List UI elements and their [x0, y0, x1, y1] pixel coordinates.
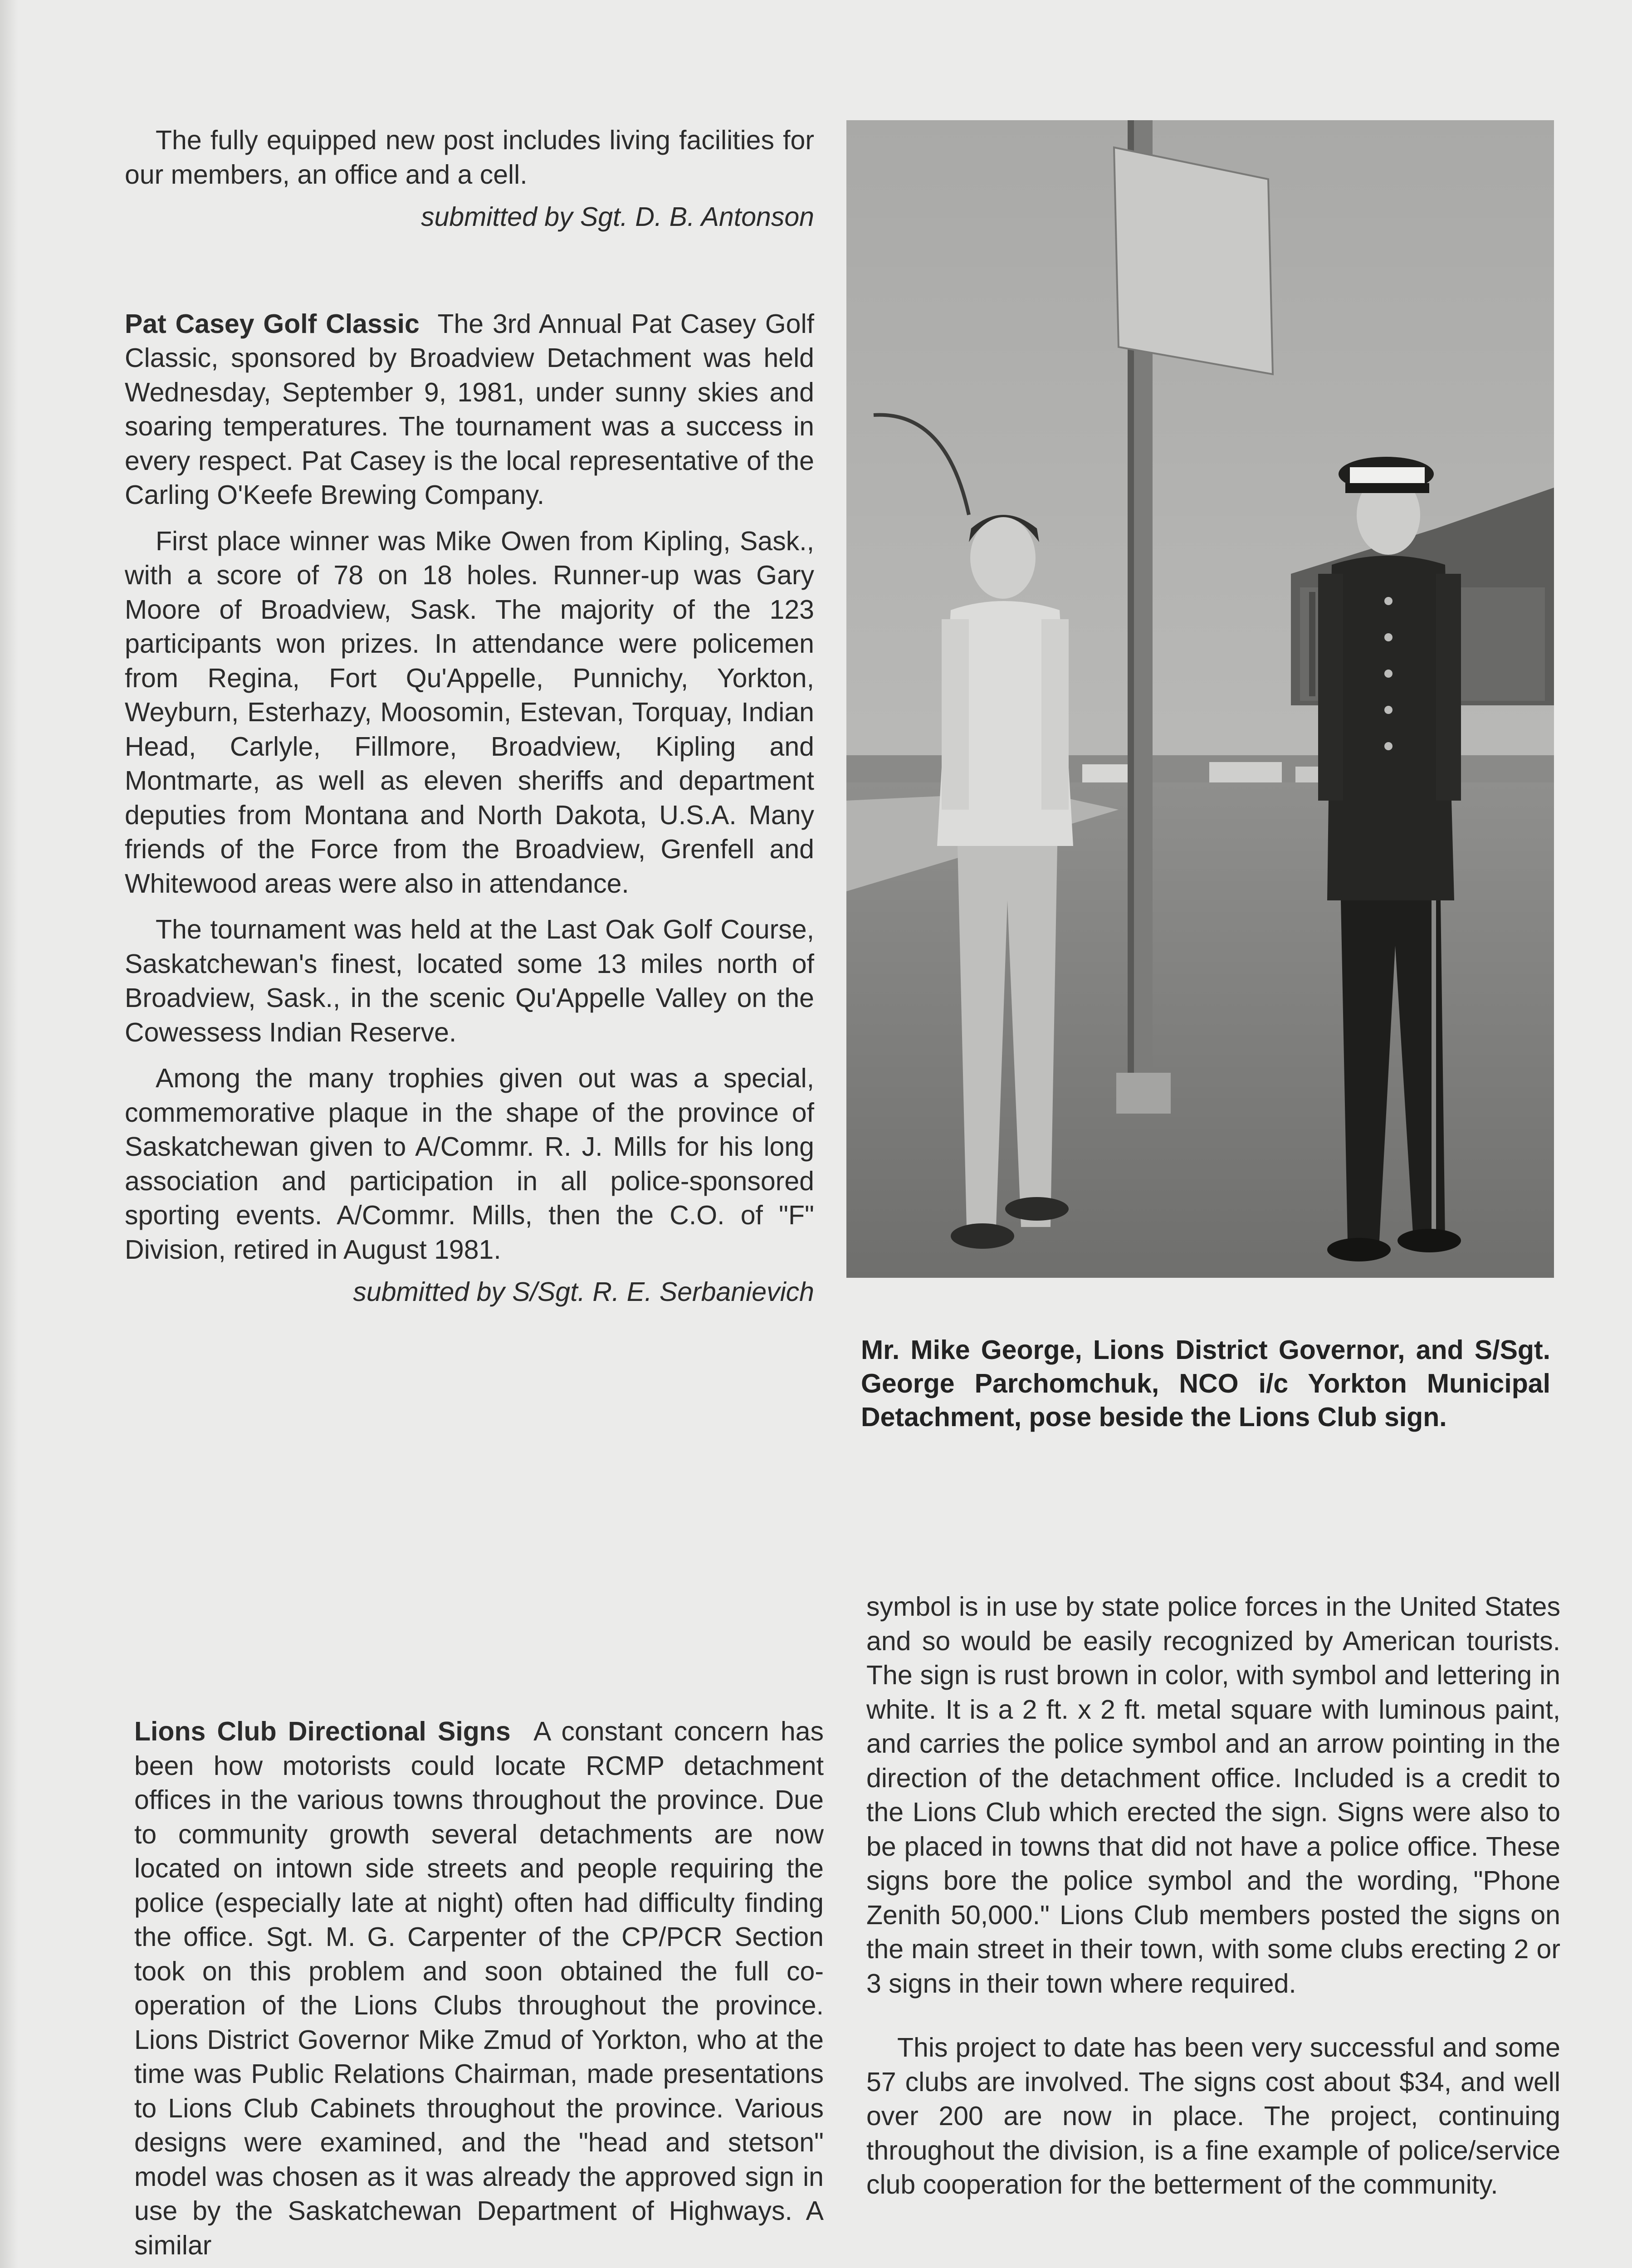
lions-paragraph-2: This project to date has been very successful and some 57 clubs are involved. The signs cost about $34, and well over 200 are now in place. The project, continuing throughout the division, is a fine example of police/service club cooperation for the betterment of the community.	[866, 2033, 1560, 2200]
lions-paragraph-1	[134, 1715, 824, 2263]
intro-paragraph: The fully equipped new post includes living facilities for our members, an office and a cell.	[125, 125, 814, 190]
left-column-top	[125, 123, 814, 1310]
photo-caption: Mr. Mike George, Lions District Governor, and S/Sgt. George Parchomchuk, NCO i/c Yorkton Municipal Detachment, pose beside the Lions Club sign.	[861, 1335, 1550, 1432]
lions-paragraph-1-text: A constant concern has been how motorists could locate RCMP detachment offices in the various towns throughout the province. Due to community growth several detachments are now located on intown side streets and people requiring the police (especially late at night) often had difficulty finding the office. Sgt. M. G. Carpenter of the CP/PCR Section took on this problem and soon obtained the full co-operation of the Lions Clubs throughout the province. Lions District Governor Mike Zmud of Yorkton, who at the time was Public Relations Chairman, made presentations to Lions Club Cabinets throughout the province. Various designs were examined, and the "head and stetson" model was chosen as it was already the approved sign in use by the Saskatchewan Department of Highways. A similar	[134, 1716, 824, 2260]
lions-sign-photo	[846, 120, 1554, 1278]
page-edge-shadow	[0, 0, 18, 2268]
right-column	[866, 1590, 1560, 2202]
lions-heading: Lions Club Directional Signs	[134, 1716, 511, 1746]
signoff-antonson: submitted by Sgt. D. B. Antonson	[421, 202, 814, 232]
left-column-bottom	[134, 1715, 824, 2263]
golf-paragraph-3: The tournament was held at the Last Oak Golf Course, Saskatchewan's finest, located some 13 miles north of Broadview, Sask., in the scenic Qu'Appelle Valley on the Cowessess Indian Reserve.	[125, 914, 814, 1047]
golf-paragraph-1-text: The 3rd Annual Pat Casey Golf Classic, sponsored by Broadview Detachment was held Wednesday, September 9, 1981, under sunny skies and soaring temperatures. The tournament was a success in every respect. Pat Casey is the local representative of the Carling O'Keefe Brewing Company.	[125, 308, 814, 510]
golf-paragraph-4: Among the many trophies given out was a special, commemorative plaque in the shape of the province of Saskatchewan given to A/Commr. R. J. Mills for his long association and participation in all police-sponsored sporting events. A/Commr. Mills, then the C.O. of "F" Division, retired in August 1981.	[125, 1063, 814, 1265]
signoff-serbanievich: submitted by S/Sgt. R. E. Serbanievich	[353, 1277, 814, 1307]
lions-paragraph-1-continued: symbol is in use by state police forces in the United States and so would be easily recognized by American tourists. The sign is rust brown in color, with symbol and lettering in white. It is a 2 ft. x 2 ft. metal square with luminous paint, and carries the police symbol and an arrow pointing in the direction of the detachment office. Included is a credit to the Lions Club which erected the sign. Signs were also to be placed in towns that did not have a police office. These signs bore the police symbol and the wording, "Phone Zenith 50,000." Lions Club members posted the signs on the main street in their town, with some clubs erecting 2 or 3 signs in their town where required.	[866, 1592, 1560, 1999]
golf-heading: Pat Casey Golf Classic	[125, 308, 420, 339]
golf-paragraph-1	[125, 307, 814, 513]
golf-paragraph-2: First place winner was Mike Owen from Kipling, Sask., with a score of 78 on 18 holes. Runner-up was Gary Moore of Broadview, Sask. The majority of the 123 participants won prizes. In attendance were policemen from Regina, Fort Qu'Appelle, Punnichy, Yorkton, Weyburn, Esterhazy, Moosomin, Estevan, Torquay, Indian Head, Carlyle, Fillmore, Broadview, Kipling and Montmarte, as well as eleven sheriffs and department deputies from Montana and North Dakota, U.S.A. Many friends of the Force from the Broadview, Grenfell and Whitewood areas were also in attendance.	[125, 526, 814, 899]
